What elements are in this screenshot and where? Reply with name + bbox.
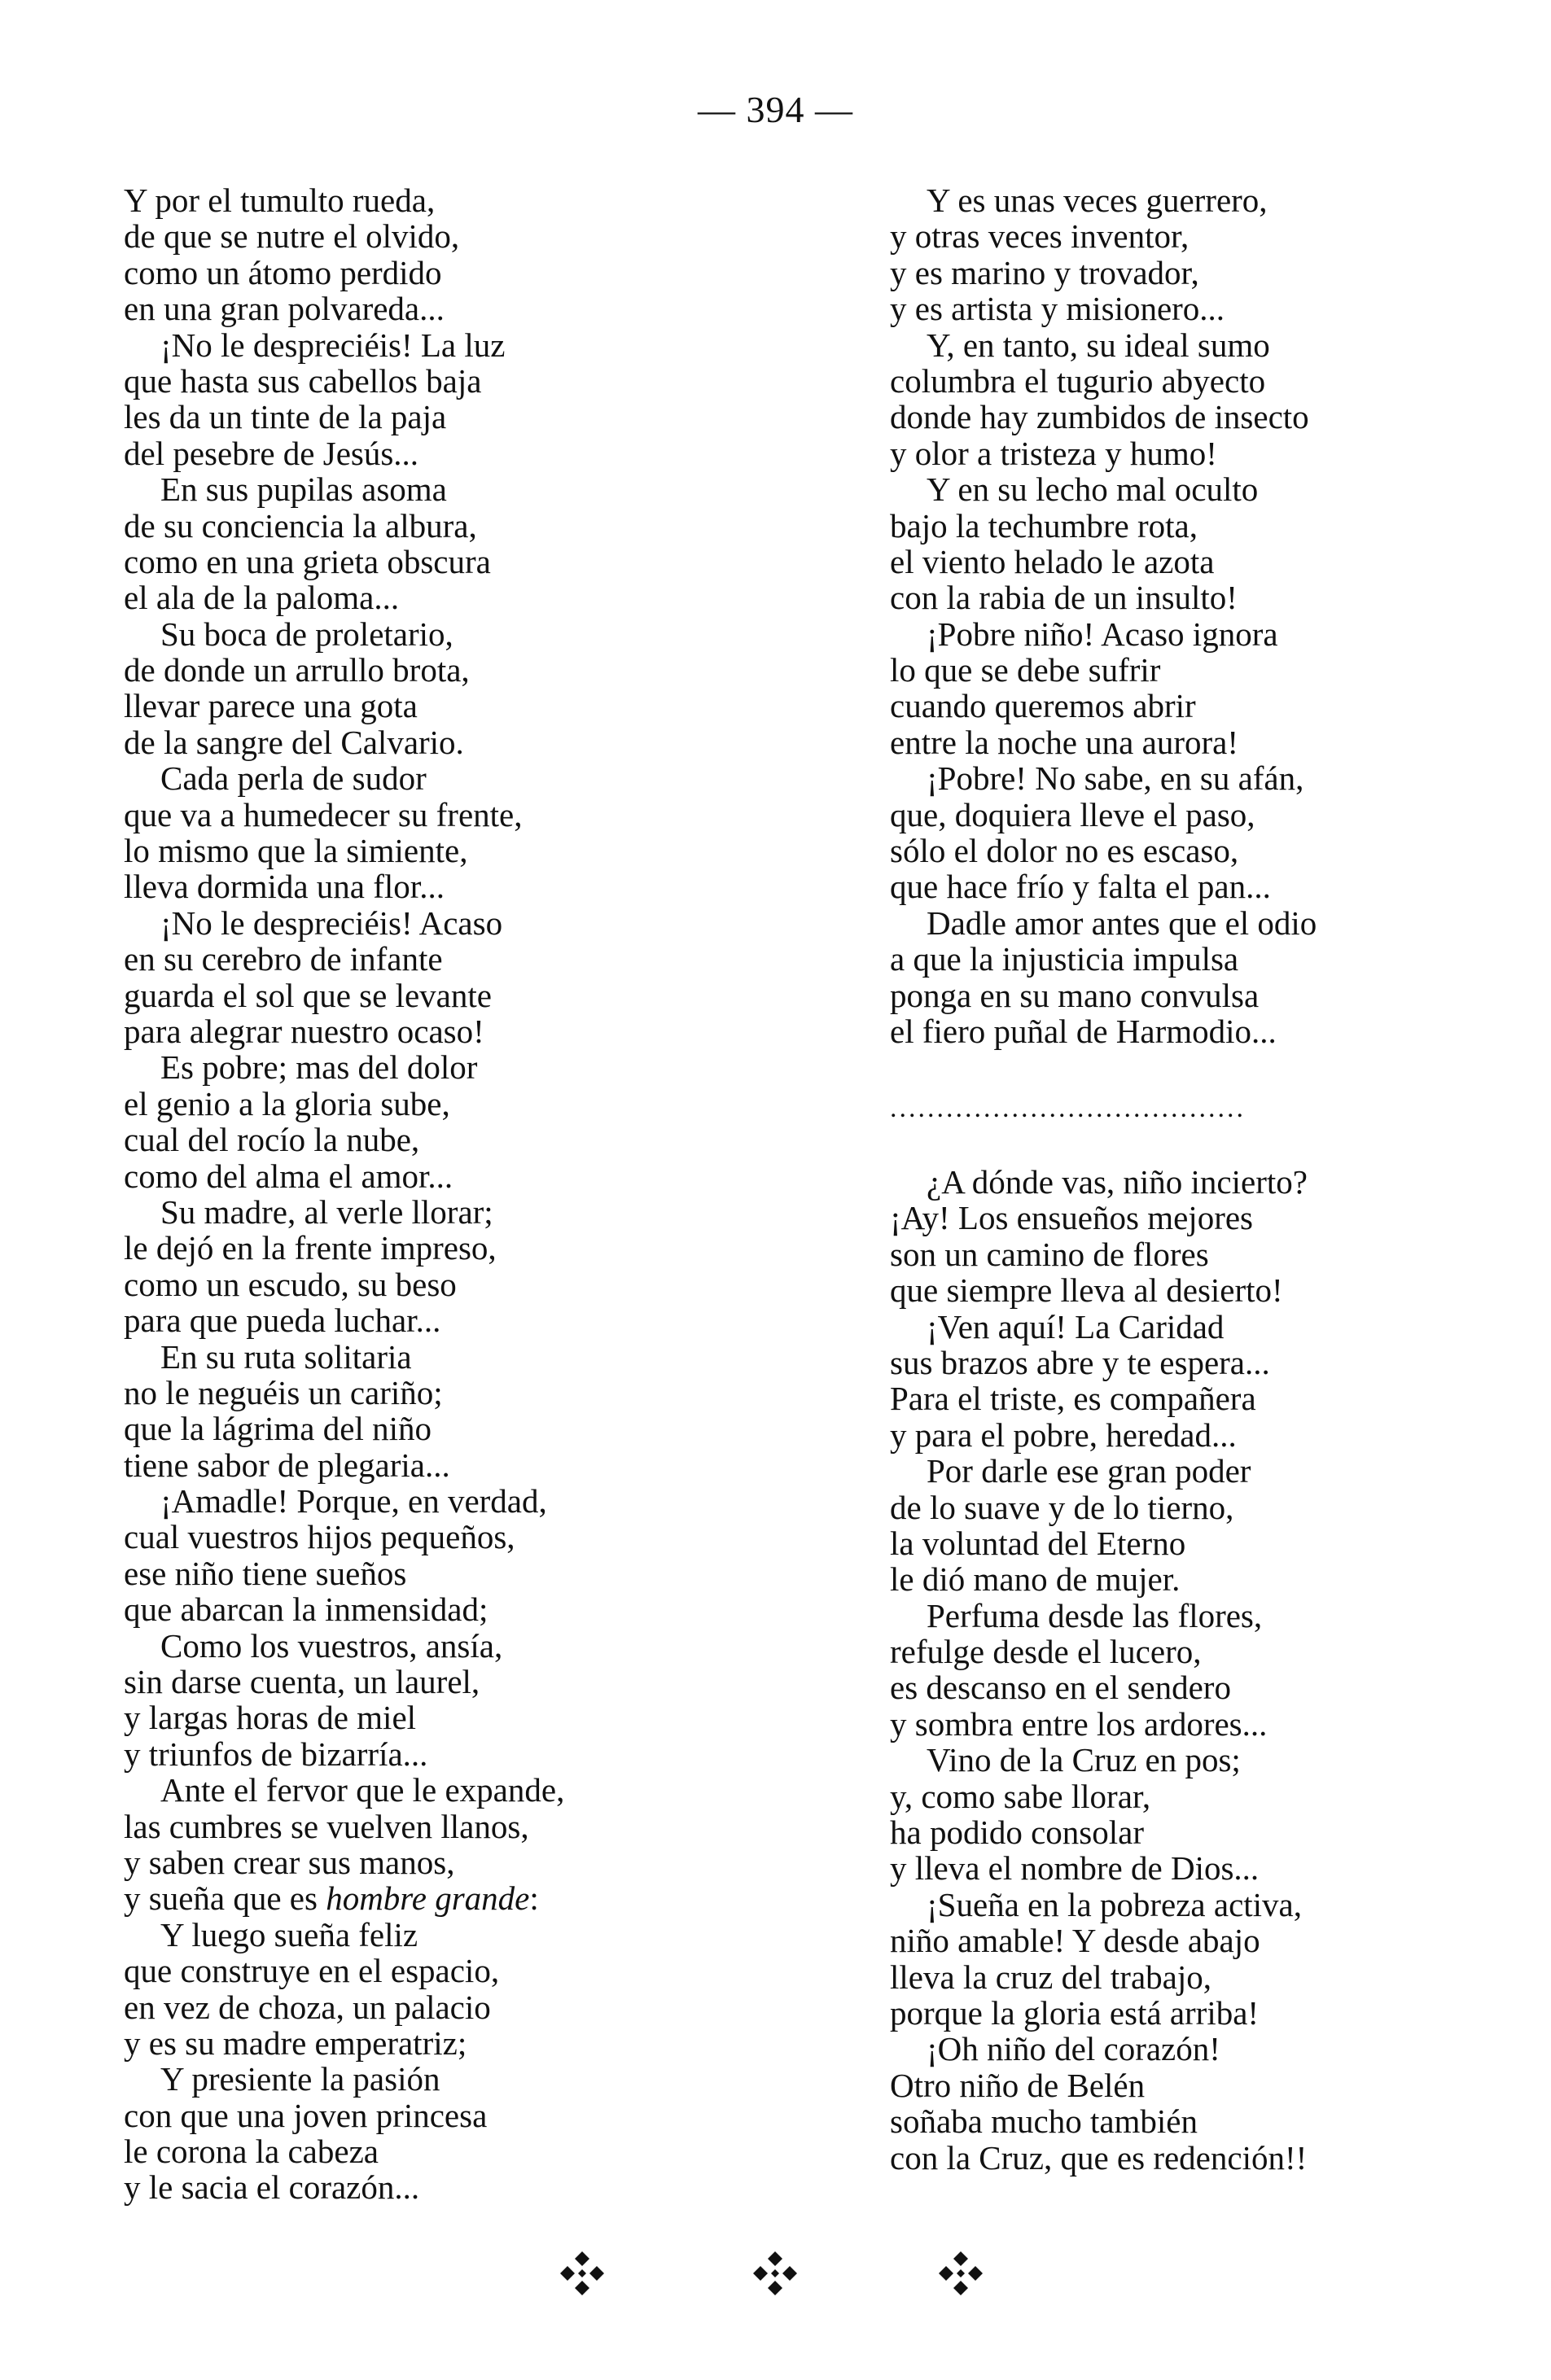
poem-line	[124, 760, 564, 796]
poem-right-column-top	[890, 182, 1317, 1049]
poem-line-text: y saben crear sus manos,	[124, 1843, 455, 1881]
poem-line	[890, 1959, 1308, 1995]
poem-line-text: de lo suave y de lo tierno,	[890, 1488, 1234, 1526]
poem-line-text: es descanso en el sendero	[890, 1669, 1231, 1707]
poem-line-text: que la lágrima del niño	[124, 1410, 432, 1448]
poem-line-text: Y en su lecho mal oculto	[927, 470, 1259, 509]
poem-line-text: que siempre lleva al desierto!	[890, 1271, 1283, 1310]
poem-line	[124, 833, 564, 868]
poem-line-text: que va a humedecer su frente,	[124, 795, 523, 833]
poem-line	[124, 724, 564, 760]
poem-line-text: ha podido consolar	[890, 1813, 1144, 1852]
poem-line-text: del pesebre de Jesús...	[124, 434, 419, 472]
poem-line-text: y le sacia el corazón...	[124, 2168, 420, 2207]
poem-line-text: que abarcan la inmensidad;	[124, 1590, 489, 1629]
poem-line	[890, 471, 1317, 507]
poem-line	[124, 978, 564, 1013]
poem-line-text: ¡Ay! Los ensueños mejores	[890, 1199, 1253, 1237]
poem-line-text: y triunfos de bizarría...	[124, 1735, 428, 1773]
poem-line	[890, 1272, 1308, 1308]
poem-line	[890, 327, 1317, 363]
poem-line	[890, 941, 1317, 977]
poem-line	[890, 1923, 1308, 1958]
poem-line-text: y sombra entre los ardores...	[890, 1704, 1268, 1743]
poem-line	[124, 1519, 564, 1555]
section-divider-dots: ......................................	[890, 1093, 1246, 1123]
poem-line-text: cual del rocío la nube,	[124, 1121, 420, 1159]
poem-line	[890, 1706, 1308, 1742]
poem-line-text: refulge desde el lucero,	[890, 1633, 1202, 1671]
poem-line	[124, 1880, 564, 1916]
poem-line	[890, 760, 1317, 796]
poem-line	[890, 868, 1317, 904]
poem-line	[890, 291, 1317, 326]
poem-line	[124, 1664, 564, 1700]
poem-line	[124, 580, 564, 615]
poem-line-text: Cada perla de sudor	[160, 759, 427, 798]
poem-line	[124, 1013, 564, 1049]
poem-line	[890, 1669, 1308, 1705]
poem-line	[890, 797, 1317, 833]
poem-line	[124, 255, 564, 291]
poem-left-column	[124, 182, 564, 2206]
poem-line	[124, 435, 564, 471]
poem-line	[890, 833, 1317, 868]
poem-line	[890, 1814, 1308, 1850]
poem-line-text: le dejó en la frente impreso,	[124, 1229, 497, 1267]
poem-line	[890, 544, 1317, 580]
poem-line	[890, 652, 1317, 688]
poem-line-text: Su madre, al verle llorar;	[160, 1192, 493, 1231]
poem-line-text: Dadle amor antes que el odio	[927, 903, 1317, 942]
poem-line	[890, 2103, 1308, 2139]
poem-line	[124, 1375, 564, 1411]
poem-line-text: y olor a tristeza y humo!	[890, 434, 1217, 472]
poem-line	[124, 471, 564, 507]
poem-line-text: tiene sabor de plegaria...	[124, 1446, 450, 1484]
poem-line-text: en su cerebro de infante	[124, 940, 443, 978]
poem-line	[890, 1778, 1308, 1814]
poem-line	[124, 1736, 564, 1772]
poem-line-text: y otras veces inventor,	[890, 217, 1190, 256]
poem-line-text: porque la gloria está arriba!	[890, 1993, 1260, 2032]
poem-line	[124, 2061, 564, 2097]
poem-line-text: la voluntad del Eterno	[890, 1524, 1186, 1562]
poem-line	[890, 255, 1317, 291]
poem-line-text: a que la injusticia impulsa	[890, 940, 1239, 978]
poem-line	[890, 1995, 1308, 2031]
poem-line	[890, 399, 1317, 435]
poem-line-text: para que pueda luchar...	[124, 1302, 441, 1340]
poem-line	[890, 2031, 1308, 2067]
poem-line-text: Es pobre; mas del dolor	[160, 1048, 478, 1087]
poem-line	[890, 1345, 1308, 1380]
poem-line-text: ¡Ven aquí! La Caridad	[927, 1307, 1225, 1345]
poem-line-text: donde hay zumbidos de insecto	[890, 398, 1309, 436]
poem-line-text: en vez de choza, un palacio	[124, 1988, 491, 2026]
poem-line-text: ponga en su mano convulsa	[890, 976, 1260, 1014]
page-number: — 394 —	[698, 89, 853, 130]
poem-line	[124, 1194, 564, 1230]
poem-line-text: y sueña que es	[124, 1879, 326, 1918]
poem-line	[124, 868, 564, 904]
poem-line-text: como en una grieta obscura	[124, 542, 491, 580]
poem-line-text: Su boca de proletario,	[160, 615, 453, 653]
poem-line	[124, 399, 564, 435]
poem-line-text: y, como sabe llorar,	[890, 1777, 1151, 1815]
poem-line-text: Y es unas veces guerrero,	[927, 182, 1268, 219]
poem-line-text: ¡Amadle! Porque, en verdad,	[160, 1482, 547, 1520]
poem-line-text: el ala de la paloma...	[124, 579, 400, 617]
poem-line	[890, 218, 1317, 254]
poem-line-text: lleva la cruz del trabajo,	[890, 1958, 1211, 1996]
poem-line-text: Ante el fervor que le expande,	[160, 1771, 565, 1809]
poem-line	[890, 688, 1317, 724]
poem-line-text: de donde un arrullo brota,	[124, 651, 470, 689]
poem-line-text: y largas horas de miel	[124, 1699, 417, 1737]
poem-line-text: las cumbres se vuelven llanos,	[124, 1807, 529, 1845]
poem-line	[124, 1844, 564, 1880]
poem-line-text: cuando queremos abrir	[890, 687, 1196, 725]
poem-line-text: lleva dormida una flor...	[124, 868, 445, 906]
poem-line	[124, 1809, 564, 1844]
poem-line-text: lo mismo que la simiente,	[124, 832, 468, 870]
poem-line	[124, 652, 564, 688]
poem-line	[890, 616, 1317, 652]
poem-line-text: ¡Sueña en la pobreza activa,	[927, 1885, 1303, 1923]
poem-line	[890, 508, 1317, 544]
poem-line-text: Otro niño de Belén	[890, 2066, 1146, 2104]
poem-line-text: que, doquiera lleve el paso,	[890, 795, 1255, 833]
poem-line-text: guarda el sol que se levante	[124, 976, 492, 1014]
poem-line-text: y es marino y trovador,	[890, 253, 1199, 291]
poem-line	[124, 544, 564, 580]
poem-line	[890, 363, 1317, 399]
poem-line	[124, 1411, 564, 1446]
poem-line-text: llevar parece una gota	[124, 687, 418, 725]
poem-line-text: ¡Pobre! No sabe, en su afán,	[927, 759, 1304, 798]
poem-line-text: con la rabia de un insulto!	[890, 579, 1238, 617]
poem-line	[124, 1917, 564, 1953]
poem-line-text: para alegrar nuestro ocaso!	[124, 1012, 484, 1050]
poem-line-text: sin darse cuenta, un laurel,	[124, 1663, 480, 1701]
poem-line	[124, 2133, 564, 2169]
poem-line-text: no le neguéis un cariño;	[124, 1373, 443, 1411]
poem-line	[124, 1302, 564, 1338]
poem-line	[124, 1953, 564, 1988]
poem-line	[890, 1164, 1308, 1200]
poem-line	[124, 797, 564, 833]
poem-line	[124, 327, 564, 363]
poem-line-text: que hasta sus cabellos baja	[124, 361, 482, 400]
poem-line	[890, 1634, 1308, 1669]
punctuation: :	[529, 1879, 539, 1918]
poem-line	[890, 1380, 1308, 1416]
poem-line	[124, 1700, 564, 1735]
end-ornaments	[0, 2251, 1551, 2308]
poem-line	[890, 1561, 1308, 1597]
poem-line	[890, 1850, 1308, 1886]
poem-line-text: y es artista y misionero...	[890, 290, 1225, 328]
poem-line-text: lo que se debe sufrir	[890, 651, 1161, 689]
poem-line	[124, 2025, 564, 2061]
poem-line	[124, 941, 564, 977]
poem-line	[890, 1453, 1308, 1489]
poem-line	[890, 1417, 1308, 1453]
poem-line-text: Y presiente la pasión	[160, 2060, 440, 2098]
poem-line	[124, 1628, 564, 1664]
poem-line-text: ¡No le despreciéis! Acaso	[160, 903, 503, 942]
poem-line-text: ese niño tiene sueños	[124, 1554, 407, 1592]
poem-line-text: bajo la techumbre rota,	[890, 506, 1198, 545]
four-diamond-fleuron-icon	[938, 2251, 984, 2296]
poem-line	[124, 1591, 564, 1627]
poem-line	[890, 1309, 1308, 1345]
poem-line	[890, 1236, 1308, 1272]
poem-line	[124, 688, 564, 724]
poem-line-text: de que se nutre el olvido,	[124, 217, 460, 256]
poem-line-text: con la Cruz, que es redención!!	[890, 2138, 1308, 2177]
poem-line-text: niño amable! Y desde abajo	[890, 1922, 1260, 1960]
poem-line-text: que construye en el espacio,	[124, 1952, 500, 1990]
poem-line	[124, 508, 564, 544]
poem-line-text: el genio a la gloria sube,	[124, 1084, 450, 1122]
poem-line-text: columbra el tugurio abyecto	[890, 361, 1266, 400]
poem-line-text: en una gran polvareda...	[124, 290, 445, 328]
poem-line-text: le dió mano de mujer.	[890, 1560, 1181, 1599]
poem-line-text: sólo el dolor no es escaso,	[890, 832, 1239, 870]
poem-line	[124, 1267, 564, 1302]
poem-line-text: Para el triste, es compañera	[890, 1380, 1256, 1418]
poem-line	[890, 1742, 1308, 1778]
poem-line-text: les da un tinte de la paja	[124, 398, 447, 436]
poem-line-text: Como los vuestros, ansía,	[160, 1626, 503, 1665]
poem-line	[890, 2067, 1308, 2103]
poem-line	[890, 1490, 1308, 1525]
poem-line	[890, 1013, 1317, 1049]
four-diamond-fleuron-icon	[752, 2251, 798, 2296]
poem-line-text: Y por el tumulto rueda,	[124, 182, 436, 219]
poem-line-text: que hace frío y falta el pan...	[890, 868, 1271, 906]
poem-line	[124, 616, 564, 652]
poem-line-text: cual vuestros hijos pequeños,	[124, 1518, 515, 1556]
poem-line	[124, 2098, 564, 2133]
poem-line	[890, 978, 1317, 1013]
poem-line-text: sus brazos abre y te espera...	[890, 1343, 1270, 1381]
poem-line-text: como un escudo, su beso	[124, 1265, 457, 1303]
poem-line	[124, 1158, 564, 1194]
poem-line	[124, 291, 564, 326]
poem-line-text: y es su madre emperatriz;	[124, 2023, 467, 2062]
four-diamond-fleuron-icon	[559, 2251, 605, 2296]
poem-line	[124, 1989, 564, 2025]
poem-line-text: le corona la cabeza	[124, 2133, 379, 2171]
poem-line	[124, 363, 564, 399]
poem-line	[124, 1555, 564, 1591]
poem-line-text: y lleva el nombre de Dios...	[890, 1849, 1260, 1888]
poem-line-text: ¡Oh niño del corazón!	[927, 2030, 1220, 2068]
poem-line	[890, 1525, 1308, 1561]
poem-line-text: Vino de la Cruz en pos;	[927, 1741, 1241, 1779]
poem-line-text: ¡No le despreciéis! La luz	[160, 326, 506, 364]
poem-line-text: con que una joven princesa	[124, 2096, 488, 2134]
poem-line-text: entre la noche una aurora!	[890, 723, 1238, 761]
poem-line-text: En su ruta solitaria	[160, 1337, 412, 1376]
poem-line	[124, 1447, 564, 1483]
poem-line	[124, 905, 564, 941]
poem-line	[890, 2140, 1308, 2176]
poem-line	[890, 1598, 1308, 1634]
poem-line	[890, 724, 1317, 760]
poem-line	[890, 1200, 1308, 1236]
poem-line-text: como un átomo perdido	[124, 253, 442, 291]
poem-line	[124, 1122, 564, 1157]
poem-line-text: Y, en tanto, su ideal sumo	[927, 326, 1270, 364]
poem-line-text: ¡Pobre niño! Acaso ignora	[927, 615, 1278, 653]
poem-line-text: En sus pupilas asoma	[160, 470, 447, 509]
poem-line	[890, 905, 1317, 941]
poem-line-text: el fiero puñal de Harmodio...	[890, 1012, 1277, 1050]
poem-line	[124, 182, 564, 218]
poem-line-text: Por darle ese gran poder	[927, 1452, 1251, 1490]
poem-line-text: como del alma el amor...	[124, 1157, 453, 1195]
poem-line-text: son un camino de flores	[890, 1235, 1209, 1273]
poem-line	[124, 1483, 564, 1519]
poem-line	[124, 2169, 564, 2205]
poem-line	[124, 218, 564, 254]
poem-line	[124, 1049, 564, 1085]
poem-line	[890, 435, 1317, 471]
poem-line	[124, 1772, 564, 1808]
poem-line	[124, 1086, 564, 1122]
poem-right-column-bottom	[890, 1164, 1308, 2176]
poem-line-text: soñaba mucho también	[890, 2102, 1198, 2141]
poem-line	[890, 182, 1317, 218]
poem-line-text: y para el pobre, heredad...	[890, 1415, 1237, 1454]
poem-line-text: de su conciencia la albura,	[124, 506, 477, 545]
poem-line-text: ¿A dónde vas, niño incierto?	[927, 1163, 1308, 1201]
emphasized-phrase: hombre grande	[326, 1879, 530, 1918]
poem-line-text: Perfuma desde las flores,	[927, 1596, 1263, 1634]
poem-line	[890, 580, 1317, 615]
poem-line	[890, 1887, 1308, 1923]
poem-line	[124, 1230, 564, 1266]
poem-line-text: de la sangre del Calvario.	[124, 723, 464, 761]
poem-line	[124, 1339, 564, 1375]
poem-line-text: Y luego sueña feliz	[160, 1915, 418, 1953]
poem-line-text: el viento helado le azota	[890, 542, 1215, 580]
